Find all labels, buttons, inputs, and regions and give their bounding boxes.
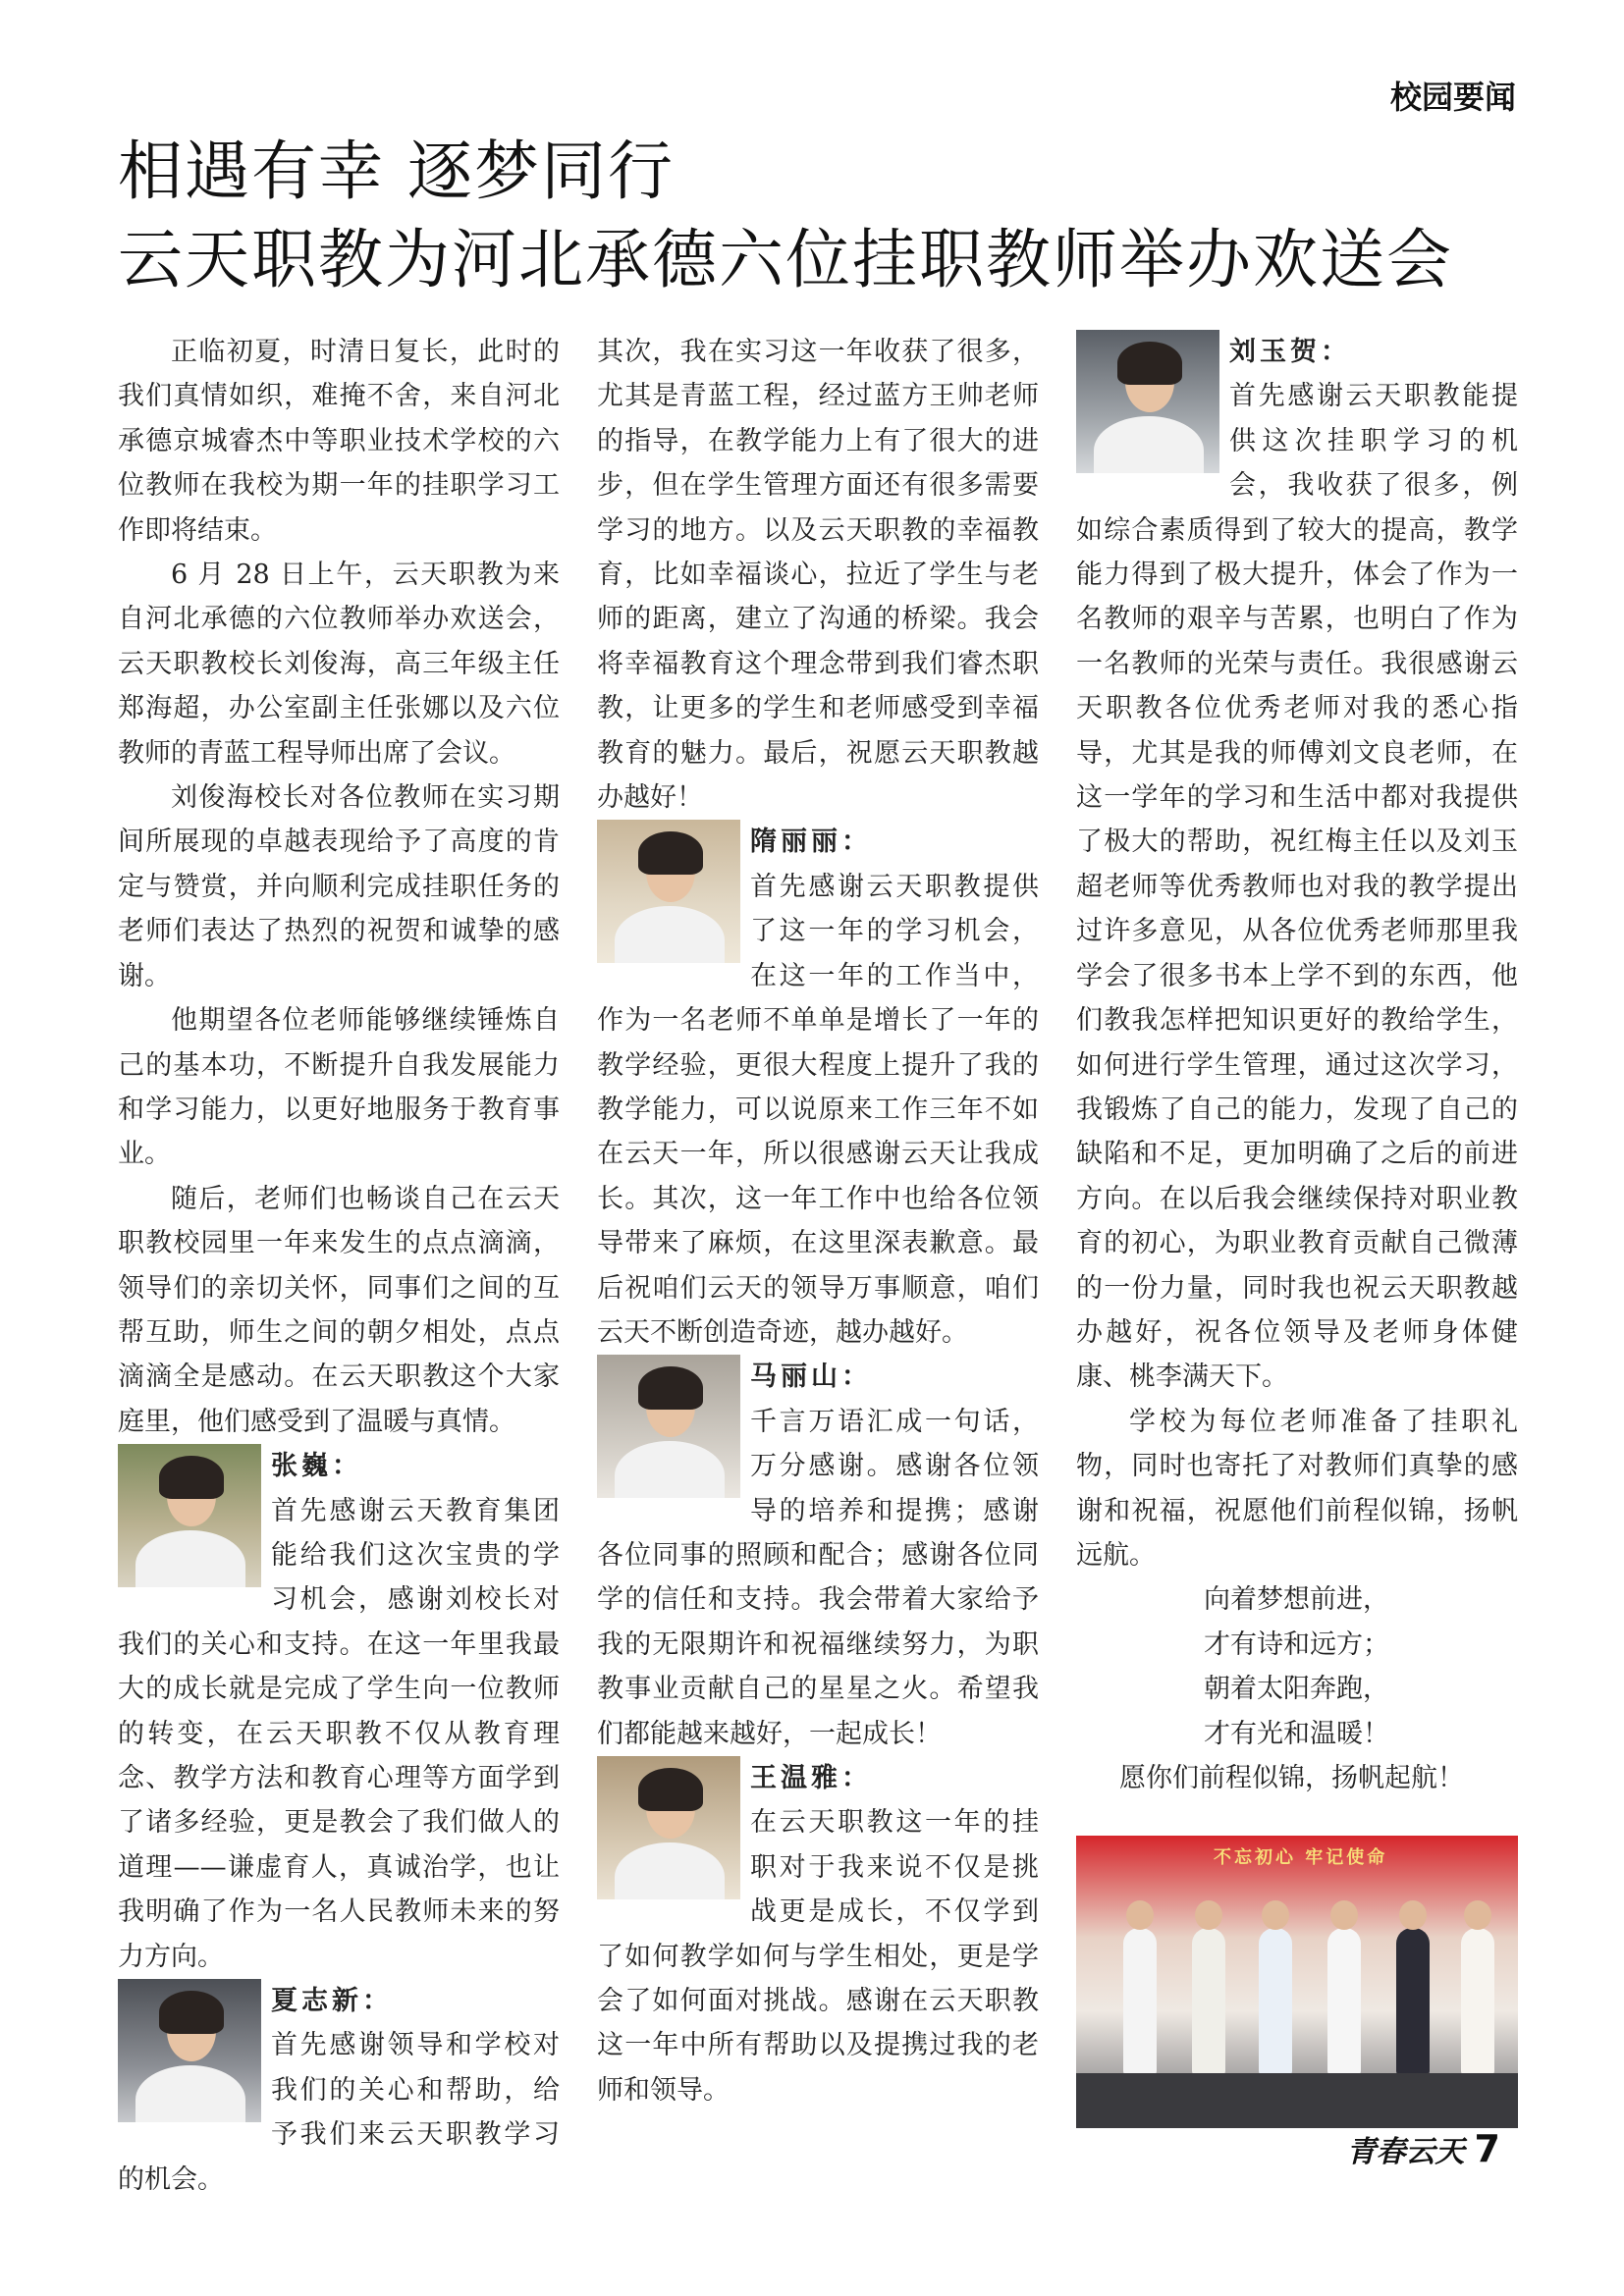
portrait-photo-zhang [118,1444,261,1587]
paragraph: 正临初夏，时清日复长，此时的我们真情如织，难掩不舍，来自河北承德京城睿杰中等职业技术学校的六位教师在我校为期一年的挂职学习工作即将结束。 [118,337,560,546]
column-3 [1076,330,1518,1800]
photo-person [1396,1928,1430,2075]
title-line-2: 云天职教为河北承德六位挂职教师举办欢送会 [118,222,1453,297]
speech-text: 首先感谢云天职教提供了这一年的学习机会，在这一年的工作当中，作为一名老师不单单是增长了一年的教学经验，更很大程度上提升了我的教学能力，可以说原来工作三年不如在云天一年，所以很感谢云天让我成长。其次，这一年工作中也给各位领导带来了麻烦，在这里深表歉意。最后祝咱们云天的领导万事顺意，咱们云天不断创造奇迹，越办越好。 [597,871,1039,1348]
speech-text: 首先感谢领导和学校对我们的关心和帮助，给予我们来云天职教学习的机会。 [118,2030,560,2195]
speech-text: 千言万语汇成一句话，万分感谢。感谢各位领导的培养和提携；感谢各位同事的照顾和配合；感谢各位同学的信任和支持。我会带着大家给予我的无限期许和祝福继续努力，为职教事业贡献自己的星星之火。希望我们都能越来越好，一起成长！ [597,1406,1039,1749]
portrait-photo-wang [597,1756,740,1899]
speech-xia [118,1979,560,2202]
paragraph: 他期望各位老师能够继续锤炼自己的基本功，不断提升自我发展能力和学习能力，以更好地服务于教育事业。 [118,1005,560,1170]
page-number: 7 [1474,2127,1500,2170]
column-1 [118,330,560,2202]
speech-text: 首先感谢云天教育集团能给我们这次宝贵的学习机会，感谢刘校长对我们的关心和支持。在这一年里我最大的成长就是完成了学生向一位教师的转变，在云天职教不仅从教育理念、教学方法和教育心理等方面学到了诸多经验，更是教会了我们做人的道理——谦虚育人，真诚治学，也让我明确了作为一名人民教师未来的努力方向。 [118,1495,560,1972]
poem-line: 向着梦想前进， [1204,1584,1389,1616]
speech-liu [1076,330,1518,1400]
speaker-name: 张巍： [271,1451,362,1482]
speaker-name: 夏志新： [271,1986,393,2017]
magazine-name: 青春云天 [1346,2135,1465,2169]
paragraph: 其次，我在实习这一年收获了很多，尤其是青蓝工程，经过蓝方王帅老师的指导，在教学能力上有了很大的进步，但在学生管理方面还有很多需要学习的地方。以及云天职教的幸福教育，比如幸福谈心，拉近了学生与老师的距离，建立了沟通的桥梁。我会将幸福教育这个理念带到我们睿杰职教，让更多的学生和老师感受到幸福教育的魅力。最后，祝愿云天职教越办越好！ [597,337,1039,814]
speaker-name: 隋丽丽： [750,827,872,858]
poem [1076,1577,1518,1756]
photo-person [1192,1928,1225,2075]
photo-person [1327,1928,1361,2075]
speaker-name: 马丽山： [750,1362,872,1393]
speaker-name: 刘玉贺： [1229,337,1351,367]
poem-line: 朝着太阳奔跑， [1204,1674,1389,1705]
paragraph: 刘俊海校长对各位教师在实习期间所展现的卓越表现给予了高度的肯定与赞赏，并向顺利完成挂职任务的老师们表达了热烈的祝贺和诚挚的感谢。 [118,782,560,991]
portrait-photo-xia [118,1979,261,2122]
farewell-line: 愿你们前程似锦，扬帆起航！ [1119,1763,1464,1793]
portrait-photo-sui [597,820,740,963]
paragraph: 随后，老师们也畅谈自己在云天职教校园里一年来发生的点点滴滴，领导们的亲切关怀，同事们之间的互帮互助，师生之间的朝夕相处，点点滴滴全是感动。在云天职教这个大家庭里，他们感受到了温暖与真情。 [118,1183,560,1437]
photo-chairs [1076,2073,1518,2128]
photo-banner-text: 不忘初心 牢记使命 [1214,1847,1388,1868]
poem-line: 才有光和温暖！ [1204,1718,1389,1749]
photo-person [1259,1928,1292,2075]
article-title [118,128,1512,304]
portrait-photo-liu [1076,330,1219,473]
paragraph: 6 月 28 日上午，云天职教为来自河北承德的六位教师举办欢送会，云天职教校长刘俊海，高三年级主任郑海超，办公室副主任张娜以及六位教师的青蓝工程导师出席了会议。 [118,560,560,769]
speech-ma [597,1355,1039,1756]
title-line-1: 相遇有幸 逐梦同行 [118,133,675,209]
portrait-photo-ma [597,1355,740,1498]
speaker-name: 王温雅： [750,1763,872,1793]
speech-sui [597,820,1039,1355]
photo-person [1123,1928,1157,2075]
group-photo [1076,1836,1518,2128]
closing-paragraph: 学校为每位老师准备了挂职礼物，同时也寄托了对教师们真挚的感谢和祝福，祝愿他们前程似锦，扬帆远航。 [1076,1406,1518,1571]
speech-wang [597,1756,1039,2112]
photo-person [1461,1928,1494,2075]
speech-text: 在云天职教这一年的挂职对于我来说不仅是挑战更是成长，不仅学到了如何教学如何与学生相处，更是学会了如何面对挑战。感谢在云天职教这一年中所有帮助以及提携过我的老师和领导。 [597,1807,1039,2106]
page-footer [1347,2127,1500,2170]
speech-text: 首先感谢云天职教能提供这次挂职学习的机会，我收获了很多，例如综合素质得到了较大的提高，教学能力得到了极大提升，体会了作为一名教师的艰辛与苦累，也明白了作为一名教师的光荣与责任。我很感谢云天职教各位优秀老师对我的悉心指导，尤其是我的师傅刘文良老师，在这一学年的学习和生活中都对我提供了极大的帮助，祝红梅主任以及刘玉超老师等优秀教师也对我的教学提出过许多意见，从各位优秀老师那里我学会了很多书本上学不到的东西，他们教我怎样把知识更好的教给学生，如何进行学生管理，通过这次学习，我锻炼了自己的能力，发现了自己的缺陷和不足，更加明确了之后的前进方向。在以后我会继续保持对职业教育的初心，为职业教育贡献自己微薄的一份力量，同时我也祝云天职教越办越好，祝各位领导及老师身体健康、桃李满天下。 [1076,381,1518,1393]
poem-line: 才有诗和远方； [1204,1629,1389,1660]
speech-zhang [118,1444,560,1979]
column-2 [597,330,1039,2112]
section-tag: 校园要闻 [1389,79,1516,116]
